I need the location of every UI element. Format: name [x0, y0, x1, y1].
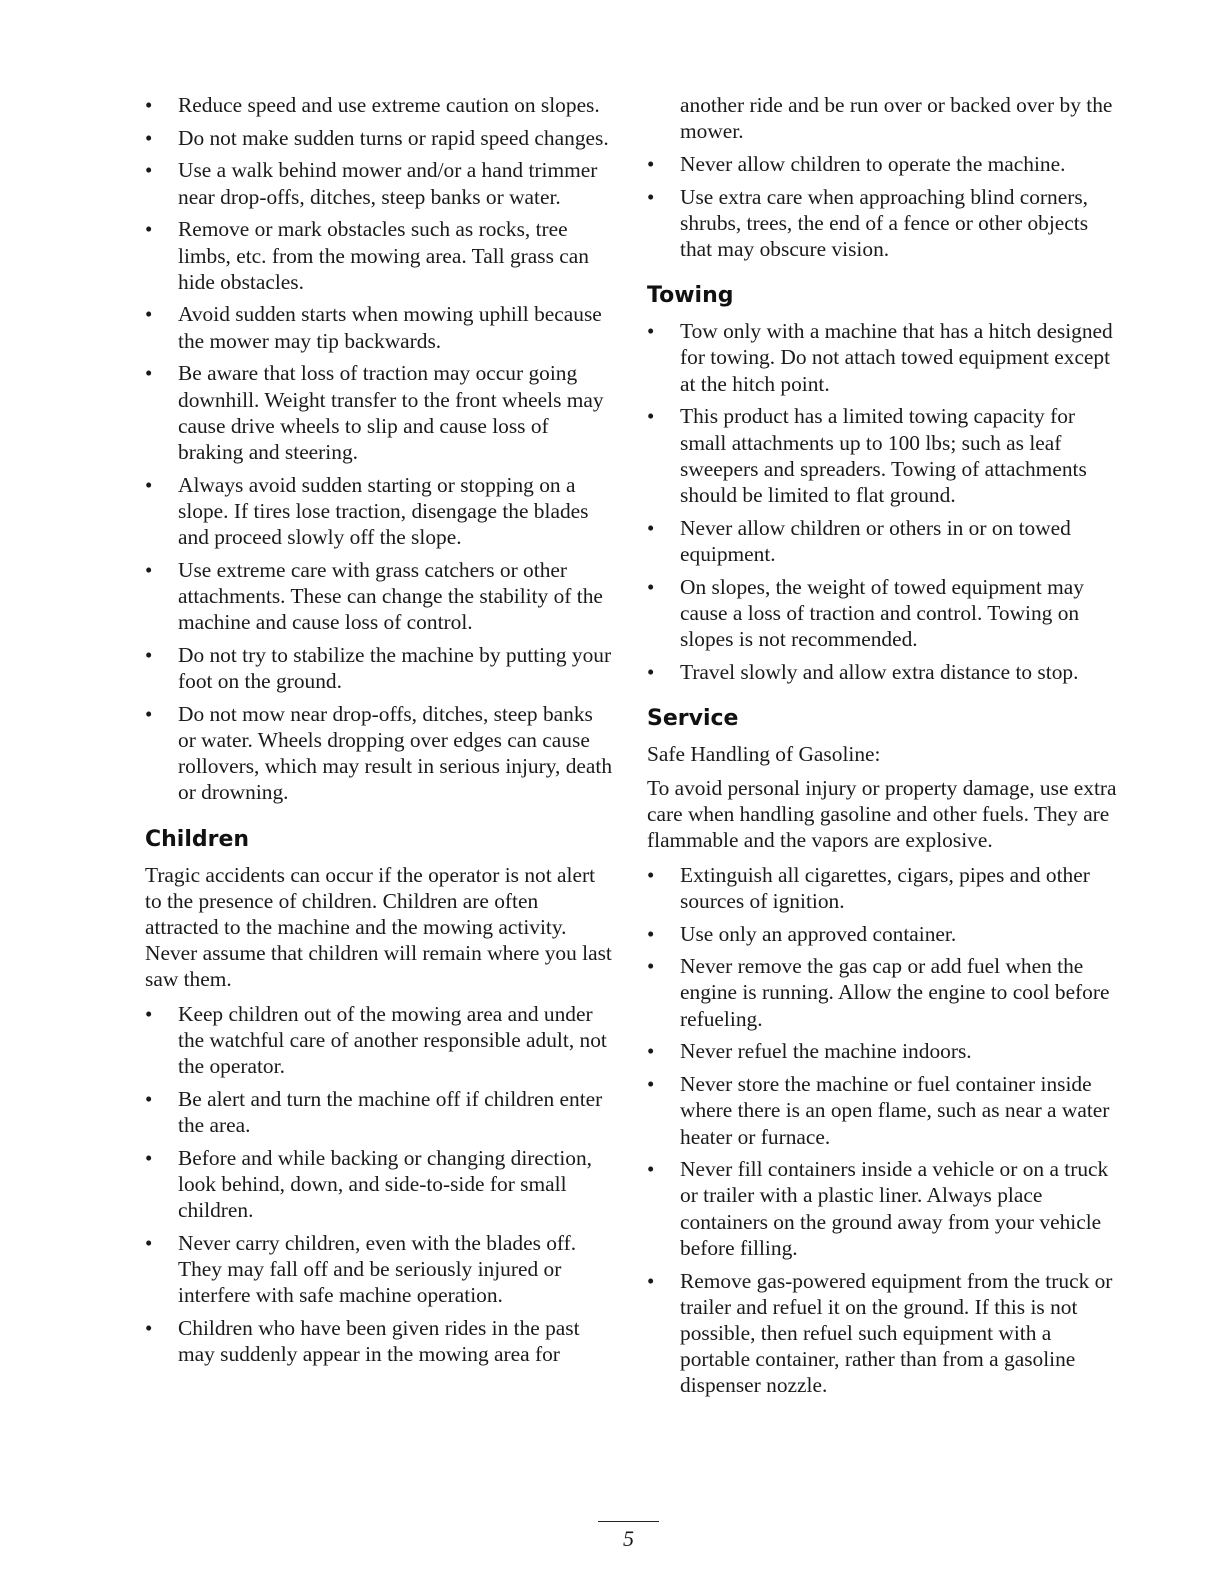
list-item: • Reduce speed and use extreme caution on slopes.: [145, 92, 615, 118]
gasoline-list: [647, 862, 1119, 1399]
towing-heading: Towing: [647, 283, 734, 309]
list-item: • Remove or mark obstacles such as rocks, tree limbs, etc. from the mowing area. Tall grass can hide obstacles.: [145, 216, 615, 295]
list-item: • Use extra care when approaching blind corners, shrubs, trees, the end of a fence or other objects that may obscure vision.: [647, 184, 1119, 263]
list-item: • Never store the machine or fuel container inside where there is an open flame, such as near a water heater or furnace.: [647, 1071, 1119, 1150]
list-item: • Extinguish all cigarettes, cigars, pipes and other sources of ignition.: [647, 862, 1119, 914]
service-subheading: Safe Handling of Gasoline:: [647, 741, 881, 766]
list-item: • Children who have been given rides in the past may suddenly appear in the mowing area for: [145, 1315, 615, 1367]
page-number: 5: [623, 1526, 634, 1551]
list-item: • Never carry children, even with the blades off. They may fall off and be seriously injured or interfere with safe machine operation.: [145, 1230, 615, 1309]
list-item: • Never remove the gas cap or add fuel when the engine is running. Allow the engine to cool before refueling.: [647, 953, 1119, 1032]
list-item: • Be alert and turn the machine off if children enter the area.: [145, 1086, 615, 1138]
footer-divider: [598, 1521, 659, 1522]
list-item: • Be aware that loss of traction may occur going downhill. Weight transfer to the front wheels may cause drive wheels to slip and cause loss of braking and steering.: [145, 360, 615, 465]
list-item: • Keep children out of the mowing area and under the watchful care of another responsible adult, not the operator.: [145, 1001, 615, 1080]
service-intro: To avoid personal injury or property damage, use extra care when handling gasoline and other fuels. They are flammable and the vapors are explosive.: [647, 776, 1117, 853]
list-item: • Do not try to stabilize the machine by putting your foot on the ground.: [145, 642, 615, 694]
left-column: [145, 92, 615, 1374]
list-item: • Use only an approved container.: [647, 921, 1119, 947]
list-item: • On slopes, the weight of towed equipment may cause a loss of traction and control. Towing on slopes is not recommended.: [647, 574, 1119, 653]
list-item: • Never refuel the machine indoors.: [647, 1038, 1119, 1064]
list-item: • Always avoid sudden starting or stopping on a slope. If tires lose traction, disengage the blades and proceed slowly off the slope.: [145, 472, 615, 551]
list-item: • Before and while backing or changing direction, look behind, down, and side-to-side for small children.: [145, 1145, 615, 1224]
children-heading: Children: [145, 826, 250, 852]
children-intro: Tragic accidents can occur if the operator is not alert to the presence of children. Children are often attracted to the machine and the mowing activity. Never assume that children will remain where you last saw them.: [145, 862, 612, 992]
list-item: • Use a walk behind mower and/or a hand trimmer near drop-offs, ditches, steep banks or water.: [145, 157, 615, 209]
list-item: • Remove gas-powered equipment from the truck or trailer and refuel it on the ground. If this is not possible, then refuel such equipment with a portable container, rather than from a gasoline dispenser nozzle.: [647, 1268, 1119, 1399]
list-item: • This product has a limited towing capacity for small attachments up to 100 lbs; such as leaf sweepers and spreaders. Towing of attachments should be limited to flat ground.: [647, 403, 1119, 508]
list-item: • Do not make sudden turns or rapid speed changes.: [145, 125, 615, 151]
children-list: [145, 1001, 615, 1368]
list-item: • Travel slowly and allow extra distance to stop.: [647, 659, 1119, 685]
list-item: • Never fill containers inside a vehicle or on a truck or trailer with a plastic liner. Always place containers on the ground away from your vehicle before filling.: [647, 1156, 1119, 1261]
list-item-continuation: another ride and be run over or backed over by the mower.: [680, 93, 1113, 144]
list-item: • Do not mow near drop-offs, ditches, steep banks or water. Wheels dropping over edges can cause rollovers, which may result in serious injury, death or drowning.: [145, 701, 615, 806]
right-column: [647, 92, 1119, 1405]
list-item: • Tow only with a machine that has a hitch designed for towing. Do not attach towed equipment except at the hitch point.: [647, 318, 1119, 397]
list-item: • Never allow children to operate the machine.: [647, 151, 1119, 177]
service-heading: Service: [647, 705, 739, 731]
towing-list: [647, 318, 1119, 685]
list-item: • Use extreme care with grass catchers or other attachments. These can change the stability of the machine and cause loss of control.: [145, 557, 615, 636]
list-item: • Never allow children or others in or on towed equipment.: [647, 515, 1119, 567]
slope-safety-list: [145, 92, 615, 806]
list-item: • Avoid sudden starts when mowing uphill because the mower may tip backwards.: [145, 301, 615, 353]
children-list-continued: [647, 151, 1119, 262]
